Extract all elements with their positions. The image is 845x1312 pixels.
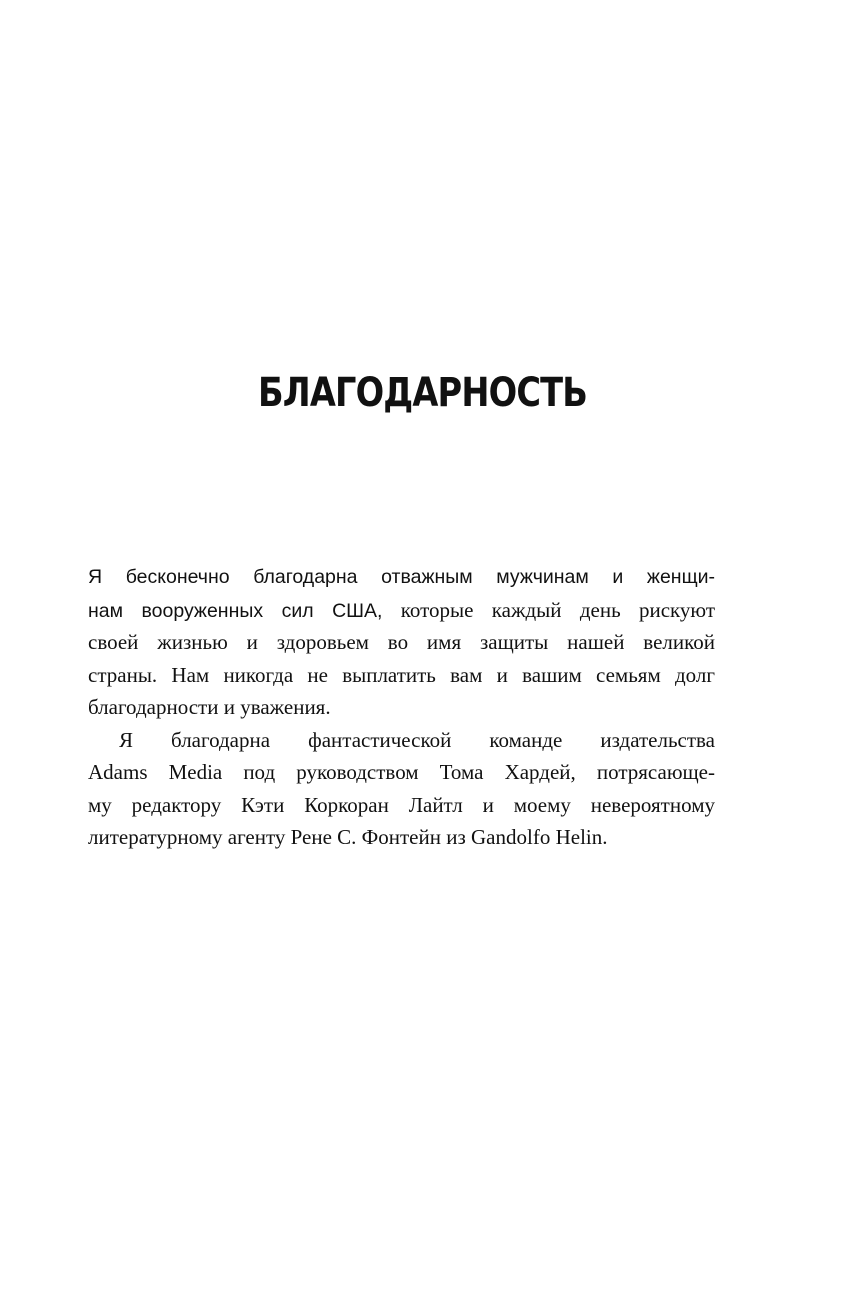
text-line: благодарности и уважения. [88,695,331,719]
text-line [88,594,715,627]
text-line: литературному агенту Рене С. Фонтейн из Gandolfo Helin. [88,825,608,849]
acknowledgements-body [88,561,715,854]
text-line: Я благодарна фантастической команде издательства [119,727,715,752]
text-line: своей жизнью и здоровьем во имя защиты нашей великой [88,630,715,654]
text-fragment: нам вооруженных сил США, [88,599,383,622]
page-title: БЛАГОДАРНОСТЬ [257,370,587,416]
text-line: страны. Нам никогда не выплатить вам и вашим семьям долг [88,662,715,687]
text-fragment: которые каждый день рискуют [382,597,716,622]
text-line: му редактору Кэти Коркоран Лайтл и моему невероятному [88,792,715,817]
text-line: Adams Media под руководством Тома Хардей, потрясающе- [88,760,715,784]
text-line: Я бесконечно благодарна отважным мужчинам и женщи- [88,566,715,588]
